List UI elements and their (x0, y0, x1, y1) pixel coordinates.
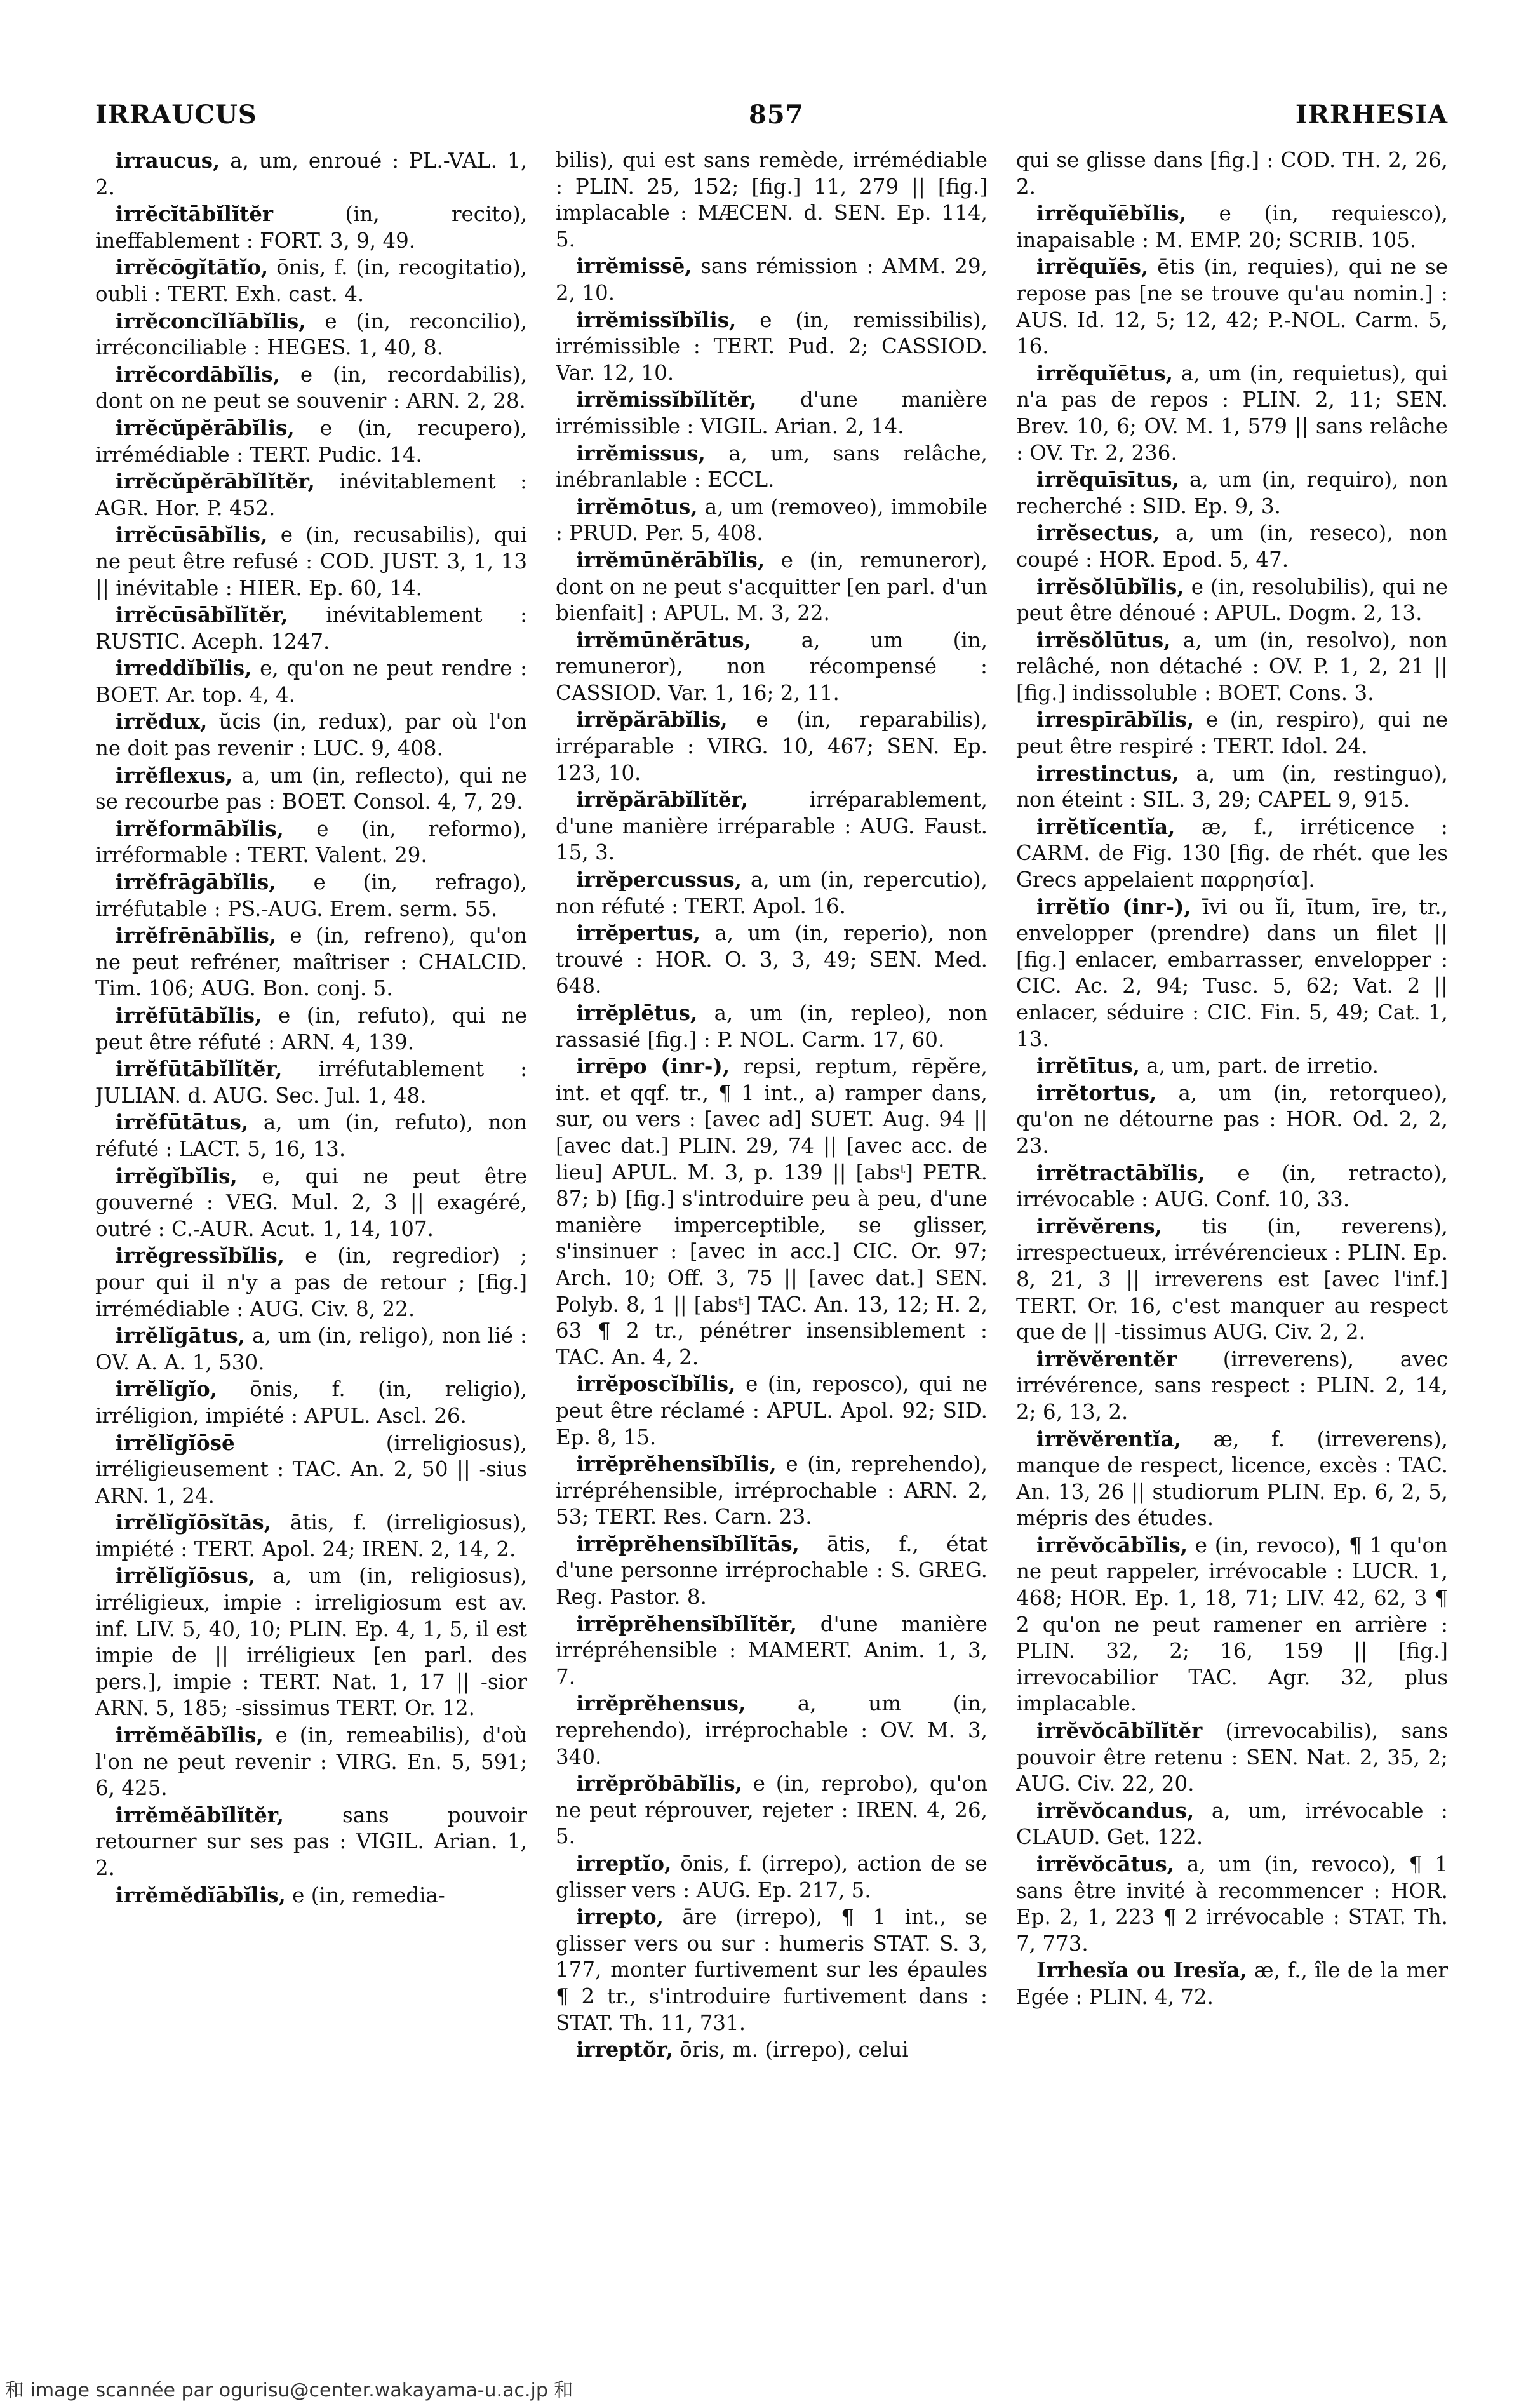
entry-headword: irrĕformābĭlis, (116, 816, 284, 841)
entry-headword: irrĕfrāgābĭlis, (116, 870, 276, 895)
entry-headword: irrĕquĭētus, (1036, 360, 1173, 386)
entry-definition: qui se glisse dans [fig.] : COD. TH. 2, 26, 2. (1016, 148, 1448, 199)
dictionary-entry (556, 866, 988, 920)
entry-definition: ōnis, f. (irrepo), action de se glisser vers : AUG. Ep. 217, 5. (556, 1852, 988, 1902)
entry-headword: irrĕvĕrentĕr (1036, 1346, 1177, 1371)
dictionary-entry (95, 1802, 527, 1882)
dictionary-entry (1016, 1957, 1448, 2010)
entry-headword: irrĕlĭgĭo, (116, 1376, 218, 1402)
entry-definition: e (in, retracto), irrévocable : AUG. Conf. 10, 33. (1016, 1160, 1448, 1212)
dictionary-entry (556, 307, 988, 387)
dictionary-entry (1016, 1798, 1448, 1851)
entry-definition: e (in, recusabilis), qui ne peut être refusé : COD. JUST. 3, 1, 13 || inévitable : HIER. Ep. 60, 14. (95, 523, 527, 600)
entry-definition: e (in, reprobo), qu'on ne peut réprouver, rejeter : IREN. 4, 26, 5. (556, 1771, 988, 1849)
entry-definition: (irreverens), avec irrévérence, sans respect : PLIN. 2, 14, 2; 6, 13, 2. (1016, 1347, 1448, 1424)
entry-headword: irrĕlĭgĭōsē (116, 1430, 235, 1455)
entry-headword: irrĕpertus, (576, 920, 701, 946)
dictionary-entry (556, 1531, 988, 1611)
dictionary-entry (1016, 253, 1448, 360)
dictionary-entry (95, 147, 527, 201)
dictionary-entry (1016, 574, 1448, 627)
entry-definition: īvi ou ĭi, ītum, īre, tr., envelopper (prendre) dans un filet || [fig.] enlacer, embarrasser, envelopper : CIC. Ac. 2, 94; Tusc. 5, 62; Vat. 2 || enlacer, séduire : CIC. Fin. 5, 49; Cat. 1, 13. (1016, 894, 1448, 1051)
entry-headword: irrĕgĭbĭlis, (116, 1163, 238, 1188)
entry-headword: irrĕcŭpĕrābĭlis, (116, 415, 295, 440)
dictionary-columns (95, 147, 1448, 2301)
entry-headword: irrĕmĕābĭlĭtĕr, (116, 1802, 284, 1827)
entry-definition: e (in, respiro), qui ne peut être respiré : TERT. Idol. 24. (1016, 708, 1448, 759)
entry-definition: a, um (in, reprehendo), irréprochable : OV. M. 3, 340. (556, 1691, 988, 1769)
entry-definition: e (in, remuneror), dont on ne peut s'acquitter [en parl. d'un bienfait] : APUL. M. 3, 22. (556, 548, 988, 626)
entry-definition: a, um (in, requietus), qui n'a pas de repos : PLIN. 2, 11; SEN. Brev. 10, 6; OV. M. 1, 579 || sans relâche : OV. Tr. 2, 236. (1016, 361, 1448, 465)
entry-definition: ōnis, f. (in, religio), irréligion, impiété : APUL. Ascl. 26. (95, 1377, 527, 1428)
dictionary-entry (95, 1002, 527, 1056)
entry-headword: irrĕvŏcābĭlis, (1036, 1532, 1188, 1557)
dictionary-entry (95, 201, 527, 254)
dictionary-entry (95, 1882, 527, 1909)
entry-definition: āre (irrepo), ¶ 1 int., se glisser vers ou sur : humeris STAT. S. 3, 177, monter furtivement sur les épaules ¶ 2 tr., s'introduire furtivement dans : STAT. Th. 11, 731. (556, 1905, 988, 2035)
entry-headword: irrĕcōgĭtātĭo, (116, 255, 269, 280)
entry-headword: irrĕfūtātus, (116, 1110, 249, 1135)
entry-headword: irreptŏr, (576, 2037, 673, 2062)
entry-definition: d'une manière irrémissible : VIGIL. Arian. 2, 14. (556, 387, 988, 438)
entry-definition: e (in, recordabilis), dont on ne peut se souvenir : ARN. 2, 28. (95, 362, 527, 413)
page-number: 857 (749, 99, 804, 130)
entry-definition: e (in, resolubilis), qui ne peut être dénoué : APUL. Dogm. 2, 13. (1016, 574, 1448, 626)
entry-definition: a, um (in, remuneror), non récompensé : CASSIOD. Var. 1, 16; 2, 11. (556, 628, 988, 705)
entry-headword: irrēpo (inr-), (576, 1054, 730, 1079)
entry-headword: irrĕconcĭlĭābĭlis, (116, 308, 306, 333)
entry-headword: irrĕcūsābĭlis, (116, 522, 268, 548)
dictionary-entry (1016, 466, 1448, 520)
entry-headword: irrĕcŭpĕrābĭlĭtĕr, (116, 469, 315, 494)
entry-headword: irrĕprĕhensĭbĭlĭtās, (576, 1531, 800, 1556)
entry-definition: irréparablement, d'une manière irréparable : AUG. Faust. 15, 3. (556, 788, 988, 865)
entry-definition: e (in, refuto), qui ne peut être réfuté : ARN. 4, 139. (95, 1004, 527, 1054)
entry-headword: irrĕsŏlūtus, (1036, 627, 1171, 652)
dictionary-entry (1016, 147, 1448, 200)
dictionary-entry (95, 254, 527, 307)
entry-headword: irrĕgressĭbĭlis, (116, 1243, 285, 1268)
entry-headword: irrepto, (576, 1904, 664, 1930)
entry-definition: e (in, reformo), irréformable : TERT. Valent. 29. (95, 816, 527, 868)
entry-headword: irrĕmissĭbĭlis, (576, 307, 737, 332)
entry-headword: irrĕlĭgātus, (116, 1323, 245, 1348)
dictionary-entry (556, 706, 988, 786)
entry-definition: æ, f., île de la mer Egée : PLIN. 4, 72. (1016, 1958, 1448, 2009)
dictionary-entry (1016, 1851, 1448, 1957)
dictionary-entry (1016, 627, 1448, 707)
entry-headword: irrĕpărābĭlĭtĕr, (576, 787, 748, 812)
entry-headword: irrĕmissus, (576, 440, 706, 466)
entry-headword: irrĕquĭēbĭlis, (1036, 201, 1187, 226)
entry-headword: irrĕvŏcābĭlĭtĕr (1036, 1718, 1203, 1744)
entry-definition: a, um, part. de irretio. (1139, 1054, 1379, 1079)
entry-headword: irraucus, (116, 148, 220, 173)
entry-definition: e (in, requiesco), inapaisable : M. EMP. 20; SCRIB. 105. (1016, 201, 1448, 252)
entry-definition: ŭcis (in, redux), par où l'on ne doit pas revenir : LUC. 9, 408. (95, 709, 527, 761)
entry-headword: irrĕtĭcentĭa, (1036, 814, 1175, 839)
dictionary-entry (95, 1056, 527, 1109)
entry-headword: irrĕprĕhensĭbĭlĭtĕr, (576, 1611, 797, 1636)
entry-headword: irrĕfrēnābĭlis, (116, 923, 277, 948)
dictionary-entry (556, 1053, 988, 1371)
dictionary-entry (95, 1376, 527, 1429)
entry-definition: (irrevocabilis), sans pouvoir être retenu : SEN. Nat. 2, 35, 2; AUG. Civ. 22, 20. (1016, 1719, 1448, 1796)
dictionary-entry (556, 1371, 988, 1451)
entry-definition: ātis, f. (irreligiosus), impiété : TERT. Apol. 24; IREN. 2, 14, 2. (95, 1510, 527, 1561)
entry-headword: irrĕmissĭbĭlĭtĕr, (576, 387, 757, 412)
entry-definition: inévitablement : AGR. Hor. P. 452. (95, 469, 527, 520)
entry-definition: æ, f. (irreverens), manque de respect, licence, excès : TAC. An. 13, 26 || studiorum PLIN. Ep. 6, 2, 5, mépris des études. (1016, 1427, 1448, 1531)
dictionary-entry (556, 2036, 988, 2064)
entry-headword: irrĕcĭtābĭlĭtĕr (116, 201, 274, 227)
entry-definition: a, um (in, repercutio), non réfuté : TERT. Apol. 16. (556, 868, 988, 918)
entry-headword: irrĕfūtābĭlis, (116, 1003, 262, 1028)
entry-definition: a, um (in, requiro), non recherché : SID. Ep. 9, 3. (1016, 467, 1448, 518)
entry-headword: irrĕmissē, (576, 253, 692, 279)
running-head-left: IRRAUCUS (95, 99, 257, 130)
entry-definition: a, um (in, reseco), non coupé : HOR. Epod. 5, 47. (1016, 521, 1448, 572)
column-3 (1016, 147, 1448, 2301)
dictionary-entry (556, 920, 988, 1000)
scan-credit: 和 image scannée par ogurisu@center.wakayama-u.ac.jp 和 (5, 2379, 573, 2402)
entry-definition: inévitablement : RUSTIC. Aceph. 1247. (95, 603, 527, 654)
entry-headword: irrĕflexus, (116, 762, 233, 788)
dictionary-entry (1016, 894, 1448, 1053)
entry-headword: irrĕpercussus, (576, 867, 742, 892)
entry-definition: sans pouvoir retourner sur ses pas : VIGIL. Arian. 1, 2. (95, 1803, 527, 1880)
entry-headword: irrĕmūnĕrābĭlis, (576, 547, 765, 572)
entry-headword: irrĕmōtus, (576, 494, 698, 519)
dictionary-entry (1016, 1080, 1448, 1160)
entry-headword: irrĕlĭgĭōsus, (116, 1563, 256, 1589)
entry-headword: irrĕprĕhensĭbĭlis, (576, 1451, 777, 1477)
dictionary-entry (95, 1109, 527, 1162)
entry-definition: (irreligiosus), irréligieusement : TAC. An. 2, 50 || -sius ARN. 1, 24. (95, 1430, 527, 1508)
entry-definition: ātis, f., état d'une personne irréprochable : S. GREG. Reg. Pastor. 8. (556, 1531, 988, 1610)
dictionary-entry (95, 869, 527, 922)
entry-headword: irrĕvĕrens, (1036, 1213, 1162, 1239)
dictionary-entry (556, 1451, 988, 1531)
entry-headword: irrĕlĭgĭōsĭtās, (116, 1510, 272, 1535)
dictionary-entry (95, 468, 527, 521)
dictionary-entry (95, 1509, 527, 1563)
entry-definition: e (in, refrago), irréfutable : PS.-AUG. Erem. serm. 55. (95, 870, 527, 921)
dictionary-entry (95, 1163, 527, 1243)
entry-headword: irrĕvŏcandus, (1036, 1798, 1195, 1823)
entry-definition: e (in, reprehendo), irrépréhensible, irréprochable : ARN. 2, 53; TERT. Res. Carn. 23. (556, 1452, 988, 1529)
dictionary-entry (1016, 706, 1448, 760)
entry-definition: e (in, regredior) ; pour qui il n'y a pas de retour ; [fig.] irrémédiable : AUG. Civ. 8, 22. (95, 1244, 527, 1321)
entry-definition: ētis (in, requies), qui ne se repose pas [ne se trouve qu'au nomin.] : AUS. Id. 12, 5; 12, 42; P.-NOL. Carm. 5, 16. (1016, 255, 1448, 359)
entry-definition: repsi, reptum, rēpĕre, int. et qqf. tr., ¶ 1 int., a) ramper dans, sur, ou vers : [avec ad] SUET. Aug. 94 || [avec dat.] PLIN. 29, 74 || [avec acc. de lieu] APUL. M. 3, p. 139 || [absᵗ] PETR. 87; b) [fig.] s'introduire peu à peu, d'une manière imperceptible, se glisser, s'insinuer : [avec in acc.] CIC. Or. 97; Arch. 10; Off. 3, 75 || [avec dat.] SEN. Polyb. 8, 1 || [absᵗ] TAC. An. 13, 12; H. 2, 63 ¶ 2 tr., pénétrer insensiblement : TAC. An. 4, 2. (556, 1054, 988, 1369)
dictionary-entry (556, 1000, 988, 1053)
entry-definition: e (in, remissibilis), irrémissible : TERT. Pud. 2; CASSIOD. Var. 12, 10. (556, 307, 988, 385)
dictionary-entry (95, 415, 527, 468)
entry-headword: irrĕpărābĭlis, (576, 707, 728, 732)
dictionary-entry (1016, 1717, 1448, 1798)
dictionary-entry (556, 547, 988, 627)
entry-definition: e (in, reconcilio), irréconciliable : HEGES. 1, 40, 8. (95, 309, 527, 360)
entry-headword: irrĕprĕhensus, (576, 1691, 746, 1716)
entry-definition: a, um, enroué : PL.-VAL. 1, 2. (95, 149, 527, 199)
entry-definition: a, um, irrévocable : CLAUD. Get. 122. (1016, 1798, 1448, 1850)
entry-definition: e (in, reposco), qui ne peut être réclamé : APUL. Apol. 92; SID. Ep. 8, 15. (556, 1372, 988, 1449)
entry-headword: irrĕquīsītus, (1036, 467, 1179, 492)
dictionary-entry (1016, 520, 1448, 573)
column-2 (556, 147, 988, 2301)
entry-headword: irreptĭo, (576, 1851, 672, 1876)
entry-headword: irrĕsectus, (1036, 520, 1160, 546)
dictionary-entry (95, 602, 527, 655)
entry-headword: irrĕvŏcātus, (1036, 1852, 1174, 1876)
entry-headword: irrĕplētus, (576, 1000, 698, 1025)
entry-definition: e, qui ne peut être gouverné : VEG. Mul. 2, 3 || exagéré, outré : C.-AUR. Acut. 1, 14, 107. (95, 1164, 527, 1241)
entry-definition: e, qu'on ne peut rendre : BOET. Ar. top. 4, 4. (95, 656, 527, 707)
entry-definition: e (in, recupero), irrémédiable : TERT. Pudic. 14. (95, 415, 527, 467)
dictionary-entry (556, 440, 988, 494)
entry-definition: a, um (in, revoco), ¶ 1 sans être invité à recommencer : HOR. Ep. 2, 1, 223 ¶ 2 irrévocable : STAT. Th. 7, 773. (1016, 1852, 1448, 1956)
dictionary-entry (556, 786, 988, 866)
entry-definition: ōnis, f. (in, recogitatio), oubli : TERT. Exh. cast. 4. (95, 255, 527, 306)
entry-headword: Irrhesĭa ou Iresĭa, (1036, 1958, 1247, 1983)
entry-definition: a, um (in, reflecto), qui ne se recourbe pas : BOET. Consol. 4, 7, 29. (95, 763, 527, 814)
dictionary-entry (556, 386, 988, 440)
entry-headword: irrĕmūnĕrātus, (576, 627, 752, 652)
dictionary-entry (95, 655, 527, 708)
column-1 (95, 147, 527, 2301)
entry-definition: d'une manière irrépréhensible : MAMERT. Anim. 1, 3, 7. (556, 1611, 988, 1689)
dictionary-entry (95, 1242, 527, 1322)
entry-headword: irrespīrābĭlis, (1036, 707, 1195, 732)
dictionary-entry (556, 253, 988, 306)
dictionary-entry (556, 1690, 988, 1770)
dictionary-entry (556, 1770, 988, 1850)
entry-definition: a, um (in, refuto), non réfuté : LACT. 5, 16, 13. (95, 1110, 527, 1161)
entry-headword: irrĕquĭēs, (1036, 254, 1149, 279)
entry-definition: a, um (in, religiosus), irréligieux, impie : irreligiosum est av. inf. LIV. 5, 40, 10; PLIN. Ep. 4, 1, 5, il est impie de || irréligieux [en parl. des pers.], impie : TERT. Nat. 1, 17 || -sior ARN. 5, 185; -sissimus TERT. Or. 12. (95, 1564, 527, 1721)
entry-headword: irrĕsŏlūbĭlis, (1036, 574, 1184, 599)
entry-definition: a, um (in, repleo), non rassasié [fig.] : P. NOL. Carm. 17, 60. (556, 1001, 988, 1052)
entry-headword: irreddĭbĭlis, (116, 655, 252, 681)
page-header (95, 89, 1448, 140)
entry-definition: a, um, sans relâche, inébranlable : ECCL. (556, 441, 988, 492)
entry-definition: ōris, m. (irrepo), celui (673, 2038, 909, 2062)
dictionary-entry (95, 308, 527, 361)
entry-definition: e (in, reparabilis), irréparable : VIRG. 10, 467; SEN. Ep. 123, 10. (556, 708, 988, 785)
dictionary-entry (556, 494, 988, 547)
entry-headword: irrĕposcĭbĭlis, (576, 1371, 736, 1397)
entry-definition: a, um (removeo), immobile : PRUD. Per. 5, 408. (556, 494, 988, 546)
entry-headword: irrestinctus, (1036, 760, 1179, 786)
dictionary-entry (556, 1850, 988, 1904)
dictionary-entry (1016, 1426, 1448, 1532)
entry-definition: (in, recito), ineffablement : FORT. 3, 9, 49. (95, 202, 527, 253)
running-head-right: IRRHESIA (1295, 99, 1448, 130)
entry-headword: irrĕdux, (116, 709, 208, 734)
dictionary-entry (1016, 360, 1448, 466)
entry-definition: e (in, remeabilis), d'où l'on ne peut revenir : VIRG. En. 5, 591; 6, 425. (95, 1723, 527, 1801)
entry-definition: e (in, revoco), ¶ 1 qu'on ne peut rappeler, irrévocable : LUCR. 1, 468; HOR. Ep. 1, 18, 71; LIV. 42, 62, 3 ¶ 2 qu'on ne peut ramener en arrière : PLIN. 32, 2; 16, 159 || [fig.] irrevocabilior TAC. Agr. 32, plus implacable. (1016, 1533, 1448, 1716)
dictionary-entry (95, 361, 527, 415)
dictionary-entry (1016, 1532, 1448, 1717)
dictionary-entry (95, 762, 527, 816)
dictionary-entry (1016, 1160, 1448, 1213)
dictionary-entry (95, 708, 527, 762)
entry-definition: sans rémission : AMM. 29, 2, 10. (556, 254, 988, 305)
dictionary-entry (95, 922, 527, 1002)
dictionary-entry (1016, 200, 1448, 253)
entry-headword: irrĕtortus, (1036, 1080, 1157, 1105)
dictionary-entry (556, 1611, 988, 1691)
entry-headword: irrĕprŏbābĭlis, (576, 1771, 742, 1796)
dictionary-entry (95, 816, 527, 869)
dictionary-entry (1016, 1346, 1448, 1426)
dictionary-entry (556, 147, 988, 253)
dictionary-entry (1016, 1052, 1448, 1080)
entry-definition: irréfutablement : JULIAN. d. AUG. Sec. Jul. 1, 48. (95, 1057, 527, 1108)
entry-headword: irrĕcordābĭlis, (116, 361, 281, 387)
dictionary-entry (556, 627, 988, 707)
entry-headword: irrĕtractābĭlis, (1036, 1160, 1205, 1185)
dictionary-entry (95, 521, 527, 602)
entry-definition: a, um (in, restinguo), non éteint : SIL. 3, 29; CAPEL 9, 915. (1016, 761, 1448, 812)
entry-headword: irrĕfūtābĭlĭtĕr, (116, 1056, 283, 1082)
entry-headword: irrĕmĕābĭlis, (116, 1723, 264, 1748)
dictionary-entry (1016, 814, 1448, 894)
dictionary-entry (1016, 1213, 1448, 1346)
entry-definition: a, um (in, retorqueo), qu'on ne détourne pas : HOR. Od. 2, 2, 23. (1016, 1080, 1448, 1158)
entry-definition: tis (in, reverens), irrespectueux, irrévérencieux : PLIN. Ep. 8, 21, 3 || irreverens est [avec l'inf.] TERT. Or. 16, c'est manquer au respect que de || -tissimus AUG. Civ. 2, 2. (1016, 1214, 1448, 1345)
dictionary-entry (95, 1722, 527, 1802)
dictionary-entry (95, 1563, 527, 1722)
dictionary-entry (95, 1322, 527, 1376)
entry-headword: irrĕtĭo (inr-), (1036, 894, 1191, 919)
entry-definition: a, um (in, reperio), non trouvé : HOR. O. 3, 3, 49; SEN. Med. 648. (556, 921, 988, 998)
dictionary-entry (556, 1904, 988, 2036)
entry-headword: irrĕvĕrentĭa, (1036, 1426, 1181, 1451)
dictionary-entry (1016, 760, 1448, 814)
entry-headword: irrĕcūsābĭlĭtĕr, (116, 602, 288, 628)
entry-definition: e (in, remedia- (285, 1883, 445, 1907)
entry-headword: irrĕtītus, (1036, 1053, 1140, 1079)
entry-definition: bilis), qui est sans remède, irrémédiable : PLIN. 25, 152; [fig.] 11, 279 || [fig.] implacable : MÆCEN. d. SEN. Ep. 114, 5. (556, 148, 988, 252)
dictionary-entry (95, 1430, 527, 1510)
entry-headword: irrĕmĕdĭābĭlis, (116, 1882, 286, 1907)
entry-definition: a, um (in, resolvo), non relâché, non détaché : OV. P. 1, 2, 21 || [fig.] indissoluble : BOET. Cons. 3. (1016, 628, 1448, 705)
entry-definition: æ, f., irréticence : CARM. de Fig. 130 [fig. de rhét. que les Grecs appelaient παρρησία]. (1016, 814, 1448, 892)
entry-definition: e (in, refreno), qu'on ne peut refréner, maîtriser : CHALCID. Tim. 106; AUG. Bon. conj. 5. (95, 924, 527, 1001)
entry-definition: a, um (in, religo), non lié : OV. A. A. 1, 530. (95, 1324, 527, 1374)
